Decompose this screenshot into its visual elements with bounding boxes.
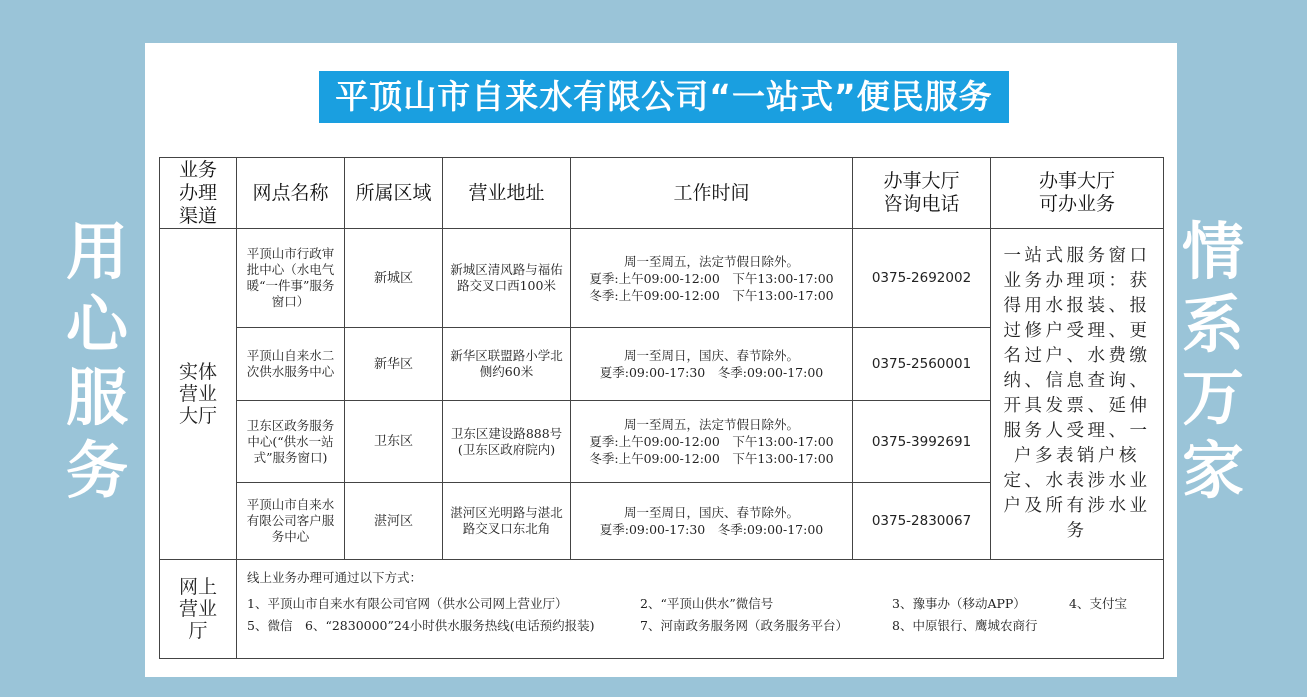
row-address: 新城区清风路与福佑路交叉口西100米 [443,229,571,328]
banner-title: 平顶山市自来水有限公司“一站式”便民服务网点 [319,71,1009,123]
online-intro: 线上业务办理可通过以下方式： [247,570,423,585]
slogan-right-char: 系 [1181,288,1244,361]
row-name: 平顶山市自来水有限公司客户服务中心 [237,483,345,560]
online-methods-cell [237,560,1164,659]
header-hours: 工作时间 [571,158,853,229]
row-name: 平顶山市行政审批中心（水电气暖“一件事”服务窗口） [237,229,345,328]
header-channel: 业务办理渠道 [160,158,237,229]
row-phone: 0375-2560001 [853,328,991,401]
slogan-left-char: 心 [65,288,128,361]
online-methods-line [247,594,1153,616]
online-method: 3、豫事办（移动APP） [892,596,1026,611]
online-method: 2、“平顶山供水”微信号 [640,596,774,611]
online-method: 7、河南政务服务网（政务服务平台） [640,618,848,633]
row-district: 新华区 [345,328,443,401]
slogan-right-char: 家 [1181,434,1244,507]
slogan-left-char: 用 [65,215,128,288]
table-header-row [160,158,1164,229]
online-method: 1、平顶山市自来水有限公司官网（供水公司网上营业厅） [247,596,568,611]
row-district: 卫东区 [345,401,443,483]
slogan-right-char: 情 [1181,215,1244,288]
row-name: 卫东区政务服务中心(“供水一站式”服务窗口) [237,401,345,483]
online-method: 5、微信 [247,618,293,633]
services-cell: 一站式服务窗口业务办理项：获得用水报装、报过修户受理、更名过户、水费缴纳、信息查询、开具发票、延伸服务人受理、一户多表销户核定、水表涉水业户及所有涉水业务 [991,229,1164,560]
header-district: 所属区域 [345,158,443,229]
header-services: 办事大厅可办业务 [991,158,1164,229]
slogan-right-char: 万 [1181,361,1244,434]
header-address: 营业地址 [443,158,571,229]
header-name: 网点名称 [237,158,345,229]
online-method: 4、支付宝 [1069,596,1127,611]
row-hours: 周一至周日，国庆、春节除外。 夏季:09:00-17:30 冬季:09:00-17:00 [571,483,853,560]
row-address: 新华区联盟路小学北侧约60米 [443,328,571,401]
service-points-table [159,157,1164,659]
slogan-left-char: 服 [65,361,128,434]
row-phone: 0375-3992691 [853,401,991,483]
slogan-left-char: 务 [65,434,128,507]
slogan-left [52,215,142,507]
slogan-right [1168,215,1258,507]
row-phone: 0375-2692002 [853,229,991,328]
notice-panel [145,43,1177,677]
row-hours: 周一至周五，法定节假日除外。 夏季:上午09:00-12:00 下午13:00-17:00 冬季:上午09:00-12:00 下午13:00-17:00 [571,401,853,483]
online-channel-cell: 网上营业厅 [160,560,237,659]
row-address: 卫东区建设路888号(卫东区政府院内) [443,401,571,483]
row-district: 新城区 [345,229,443,328]
online-method: 8、中原银行、鹰城农商行 [892,618,1038,633]
row-district: 湛河区 [345,483,443,560]
row-hours: 周一至周日，国庆、春节除外。 夏季:09:00-17:30 冬季:09:00-17:00 [571,328,853,401]
row-name: 平顶山自来水二次供水服务中心 [237,328,345,401]
online-row [160,560,1164,659]
row-phone: 0375-2830067 [853,483,991,560]
header-phone: 办事大厅咨询电话 [853,158,991,229]
physical-channel-cell: 实体营业大厅 [160,229,237,560]
row-address: 湛河区光明路与湛北路交叉口东北角 [443,483,571,560]
row-hours: 周一至周五，法定节假日除外。 夏季:上午09:00-12:00 下午13:00-17:00 冬季:上午09:00-12:00 下午13:00-17:00 [571,229,853,328]
online-methods-line [247,616,1153,638]
table-row [160,229,1164,328]
online-method: 6、“2830000”24小时供水服务热线(电话预约报装) [305,618,595,633]
